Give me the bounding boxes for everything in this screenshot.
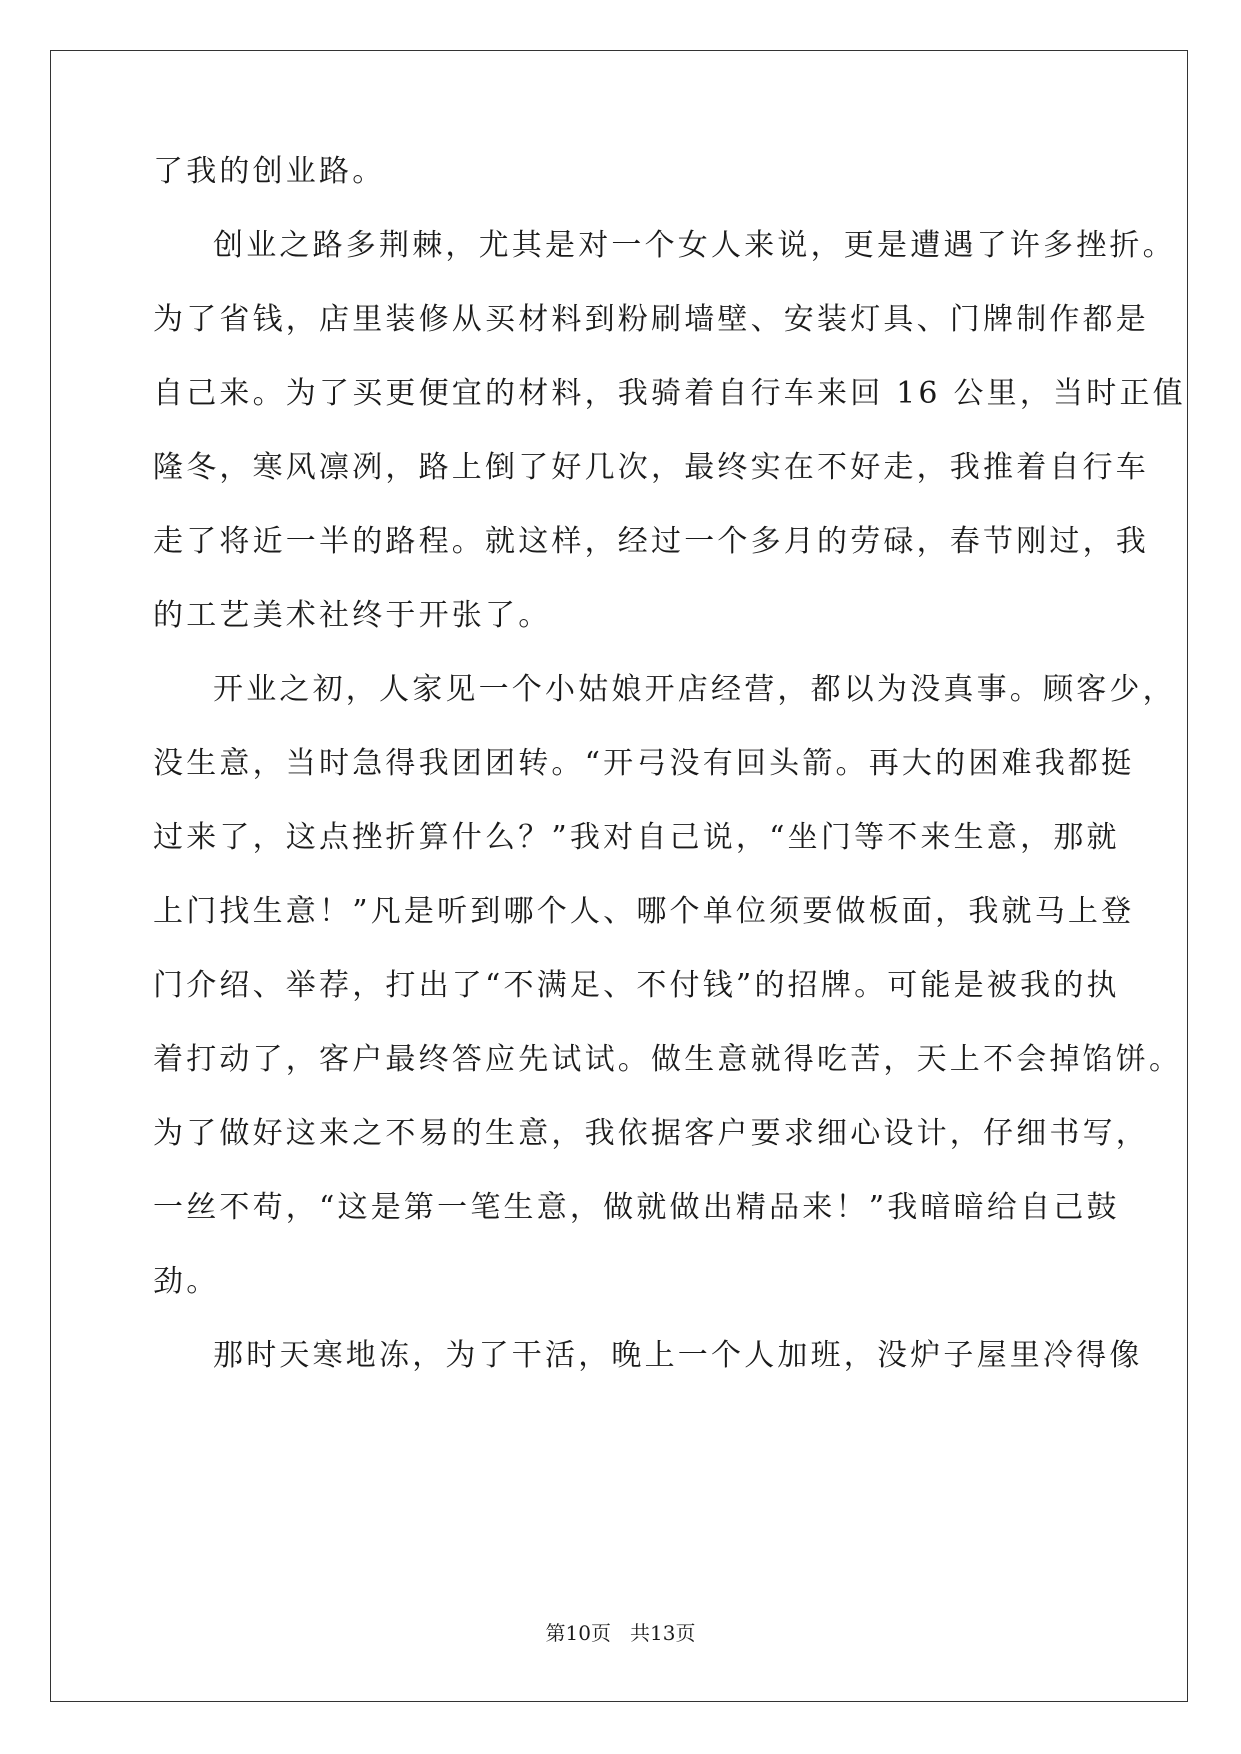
page-number: 第10页 共13页 <box>545 1621 696 1645</box>
text-line: 那时天寒地冻，为了干活，晚上一个人加班，没炉子屋里冷得像 <box>213 1338 1143 1373</box>
text-line: 着打动了，客户最终答应先试试。做生意就得吃苦，天上不会掉馅饼。 <box>153 1042 1183 1077</box>
text-line: 走了将近一半的路程。就这样，经过一个多月的劳碌，春节刚过，我 <box>153 524 1149 559</box>
text-line: 自己来。为了买更便宜的材料，我骑着自行车来回 16 公里，当时正值 <box>153 376 1186 411</box>
text-line: 劲。 <box>153 1264 220 1299</box>
text-line: 上门找生意！”凡是听到哪个人、哪个单位须要做板面，我就马上登 <box>153 894 1135 929</box>
text-line: 创业之路多荆棘，尤其是对一个女人来说，更是遭遇了许多挫折。 <box>213 228 1176 263</box>
text-line: 过来了，这点挫折算什么？”我对自己说，“坐门等不来生意，那就 <box>153 820 1120 855</box>
text-line: 为了省钱，店里装修从买材料到粉刷墙壁、安装灯具、门牌制作都是 <box>153 302 1149 337</box>
text-line: 开业之初，人家见一个小姑娘开店经营，都以为没真事。顾客少， <box>213 672 1176 707</box>
text-line: 隆冬，寒风凛冽，路上倒了好几次，最终实在不好走，我推着自行车 <box>153 450 1149 485</box>
text-line: 了我的创业路。 <box>153 154 386 189</box>
text-line: 为了做好这来之不易的生意，我依据客户要求细心设计，仔细书写， <box>153 1116 1149 1151</box>
text-line: 的工艺美术社终于开张了。 <box>153 598 552 633</box>
text-line: 没生意，当时急得我团团转。“开弓没有回头箭。再大的困难我都挺 <box>153 746 1135 781</box>
text-line: 一丝不苟，“这是第一笔生意，做就做出精品来！”我暗暗给自己鼓 <box>153 1190 1120 1225</box>
text-line: 门介绍、举荐，打出了“不满足、不付钱”的招牌。可能是被我的执 <box>153 968 1120 1003</box>
page-border <box>50 50 1188 1702</box>
